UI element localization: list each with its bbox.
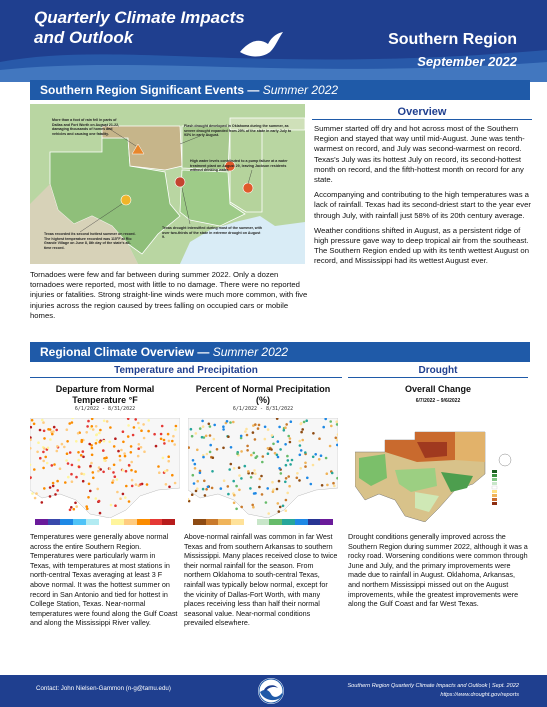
overview-paragraph-2: Accompanying and contributing to the high temperatures was a lack of rainfall. Texas had its second-driest start to the year ever through July, with rainfall just 58% of its 20th century average. [314, 190, 531, 220]
precipitation-map [188, 418, 338, 518]
drought-monitor-logo-icon [499, 454, 511, 466]
map-note-texas-drought: Texas drought intensified during most of the summer, with over two-thirds of the state in extreme drought on August 9. [162, 226, 262, 240]
footer-url-link[interactable]: https://www.drought.gov/reports [440, 692, 519, 698]
precipitation-map-dates: 6/1/2022 - 8/31/2022 [232, 406, 294, 412]
footer-publication: Southern Region Quarterly Climate Impacts and Outlook | Sept. 2022 [347, 683, 519, 689]
drought-summary: Drought conditions generally improved across the Southern Region during summer 2022, although it was a rocky road. Worsening conditions were common through June and July, and the primary improvements were made due to rainfall in August. Oklahoma, Arkansas, and northern Mississippi missed out on the August improvements, while the greatest improvements were along the Gulf Coast and far West Texas. [348, 532, 528, 609]
climate-overview-banner-label: Regional Climate Overview — [40, 345, 210, 359]
significant-events-banner-label: Southern Region Significant Events — [40, 83, 260, 97]
footer-right [347, 682, 519, 700]
header-title-line2: and Outlook [34, 28, 134, 47]
drought-map-dates: 6/7/2022 – 9/6/2022 [415, 398, 461, 404]
precipitation-map-title: Percent of Normal Precipitation (%) [195, 384, 331, 405]
header-title-line1: Quarterly Climate Impacts [34, 8, 245, 27]
footer [0, 675, 547, 707]
map-note-flooding: More than a foot of rain fell in parts of Dallas and Fort Worth on August 21-22, damaging thousands of homes and vehicles and causing one fatality. [52, 118, 120, 136]
temperature-legend [35, 519, 175, 525]
bird-logo-icon [238, 30, 284, 60]
header [0, 0, 547, 82]
overview-paragraph-1: Summer started off dry and hot across most of the Southern Region and stayed that way until mid-August. June was tenth-warmest on record, and July was second-warmest on record. Texas's July was its hottest July on record, its second-hottest month on record, and the fifth-hottest month on record for any state. [314, 124, 525, 185]
map-note-flash-drought: Flash drought developed in Oklahoma during the summer, as severe drought expanded from 29% of the state in early July to 93% in early August. [184, 124, 292, 138]
map-note-water-levels: High water levels contributed to a pump failure at a water treatment plant on August 29, leaving Jackson residents without drinking water. [190, 159, 288, 173]
significant-events-banner [30, 80, 530, 100]
drought-heading: Drought [418, 365, 458, 376]
climate-overview-banner-season: Summer 2022 [212, 345, 289, 359]
temperature-summary: Temperatures were generally above normal across the entire Southern Region. Temperatures were particularly warm in Texas, with temperatures at most stations in north-central Texas averaging at least 3 F above normal. It was the hottest summer on record in San Antonio and tied for hottest in College Station, Texas. Near-normal temperatures were found along the Gulf Coast and along the Mississippi River valley. [30, 532, 178, 628]
sun-marker-icon [121, 195, 131, 205]
map-note-texas-heat: Texas recorded its second hottest summer on record. The highest temperature recorded was 115°F at Rio Grande Village on June 8, 8th day of the state's all-time record. [44, 232, 136, 250]
temperature-station-dots [30, 418, 180, 518]
drought-marker-icon [175, 177, 185, 187]
header-date: September 2022 [417, 54, 517, 69]
drought-legend [492, 470, 497, 505]
temperature-map [30, 418, 180, 518]
overview-paragraph-3: Weather conditions shifted in August, as a persistent ridge of high pressure gave way to deep tropical air from the southeast. The Southern Region ended up with its tenth wettest August on record, and Mississippi had its wettest August ever. [314, 225, 529, 266]
significant-events-banner-season: Summer 2022 [262, 83, 339, 97]
significant-events-map [30, 104, 305, 264]
tornado-paragraph: Tornadoes were few and far between during summer 2022. Only a dozen tornadoes were reported, most with little to no damage. There were no reported injuries or fatalities. Strong straight-line winds were much more common, with five injuries across the region caused by trees falling on occupied cars or mobile homes. [30, 270, 308, 320]
precipitation-summary: Above-normal rainfall was common in far West Texas and from southern Arkansas to southern Mississippi. Many places received close to twice their normal rainfall for the season. From northern Oklahoma to south-central Texas, rainfall was typically below normal, except for the vicinity of Dallas-Fort Worth, with many places receiving less than half their normal seasonal value. Near-normal conditions prevailed elsewhere. [184, 532, 338, 628]
overview-rule [312, 119, 532, 120]
water-marker-icon [243, 183, 253, 193]
drought-change-map [355, 412, 525, 522]
overview-heading: Overview [397, 106, 447, 118]
drought-map-title: Overall Change [404, 384, 472, 394]
precipitation-station-dots [188, 418, 338, 518]
climate-overview-banner [30, 342, 530, 362]
noaa-logo-icon [258, 678, 284, 704]
drought-change-graphic [355, 412, 525, 522]
precipitation-legend [193, 519, 333, 525]
footer-contact: Contact: John Nielsen-Gammon (n-g@tamu.edu) [36, 685, 171, 692]
header-region: Southern Region [388, 31, 517, 48]
temp-precip-rule [30, 377, 342, 378]
temperature-map-dates: 6/1/2022 - 8/31/2022 [74, 406, 136, 412]
header-title [34, 8, 264, 48]
temperature-map-title: Departure from Normal Temperature °F [55, 384, 155, 405]
overview-body [314, 124, 532, 272]
temp-precip-heading: Temperature and Precipitation [114, 365, 258, 376]
drought-rule [348, 377, 528, 378]
